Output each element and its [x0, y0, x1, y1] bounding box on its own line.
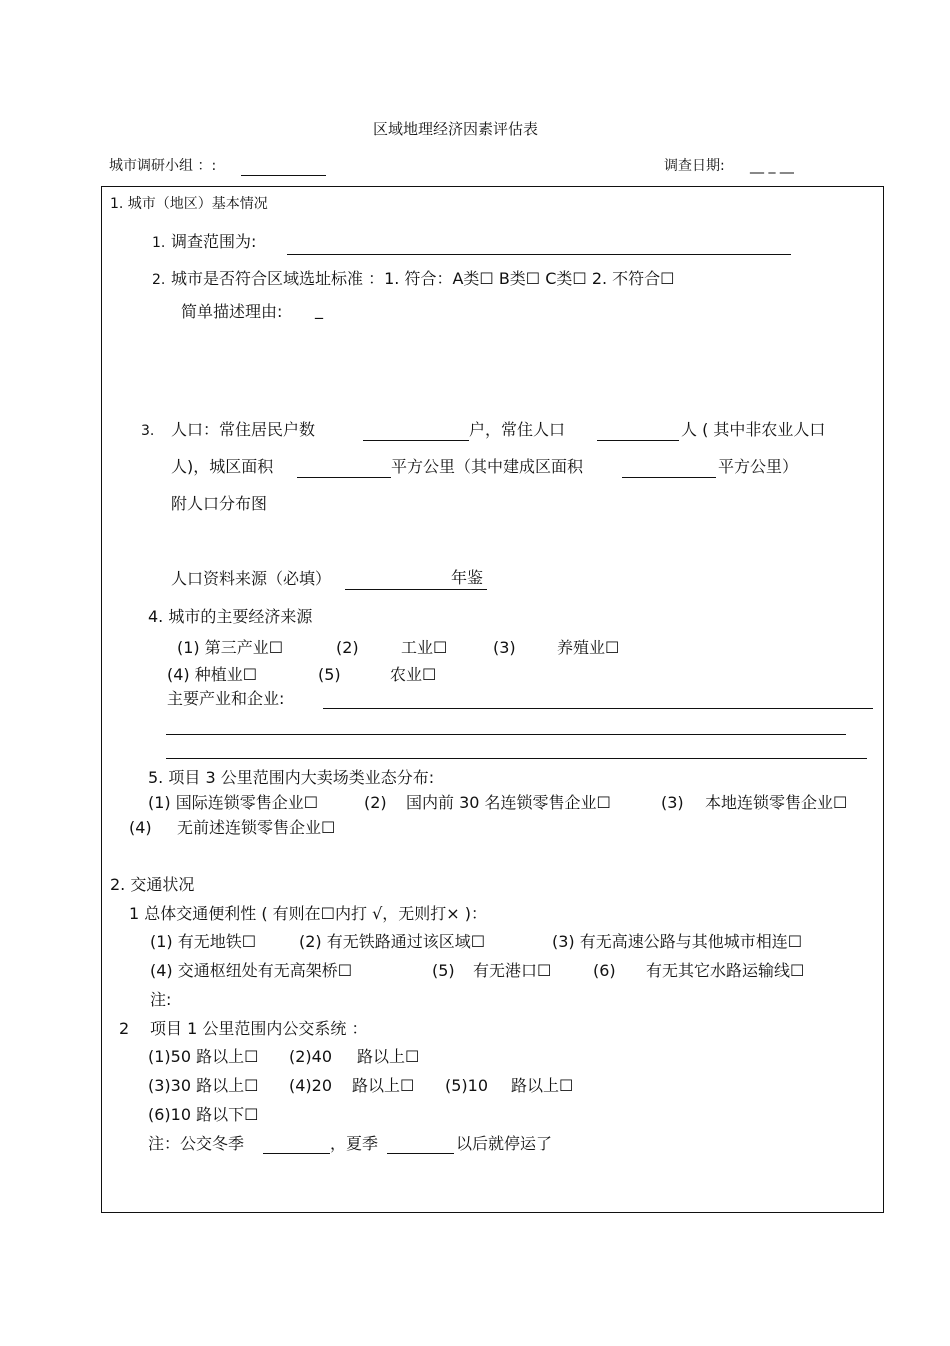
- bus-winter-time-field[interactable]: [263, 1153, 330, 1154]
- section1-heading: 1. 城市（地区）基本情况: [110, 196, 268, 212]
- bus-option-10-plus[interactable]: 路以上☐: [511, 1076, 574, 1095]
- retail-option-none[interactable]: 无前述连锁零售企业☐: [177, 818, 336, 837]
- main-industry-label: 主要产业和企业:: [167, 689, 285, 708]
- traffic-option-subway[interactable]: (1) 有无地铁☐: [150, 932, 257, 951]
- traffic-option6-number: (6): [593, 961, 616, 980]
- bus-note-suffix: 以后就停运了: [456, 1134, 553, 1153]
- q3-number: 3.: [141, 423, 155, 439]
- population-field[interactable]: [597, 440, 679, 441]
- reason-label: 简单描述理由:: [181, 302, 283, 321]
- retail-option-international[interactable]: (1) 国际连锁零售企业☐: [148, 793, 319, 812]
- hypermarket-heading: 5. 项目 3 公里范围内大卖场类业态分布:: [148, 768, 435, 787]
- retail-option3-number: (3): [661, 793, 684, 812]
- survey-scope-label: 调查范围为:: [171, 232, 257, 251]
- economy-option2-number: (2): [336, 638, 359, 657]
- survey-date-label: 调查日期:: [664, 158, 725, 174]
- traffic-option-overpass[interactable]: (4) 交通枢纽处有无高架桥☐: [150, 961, 353, 980]
- retail-option4-number: (4): [129, 818, 152, 837]
- economy-heading: 4. 城市的主要经济来源: [148, 607, 313, 626]
- population-source-label: 人口资料来源（必填）: [171, 569, 332, 588]
- form-title: 区域地理经济因素评估表: [373, 120, 539, 138]
- bus-option-20-plus[interactable]: 路以上☐: [352, 1076, 415, 1095]
- traffic-option-railway[interactable]: (2) 有无铁路通过该区域☐: [299, 932, 486, 951]
- research-team-label: 城市调研小组 ：:: [109, 158, 217, 174]
- sq-km-unit: 平方公里）: [718, 457, 799, 476]
- reason-field[interactable]: _: [315, 300, 323, 319]
- traffic-convenience-heading: 1 总体交通便利性 ( 有则在☐内打 √，无则打× )：: [129, 904, 488, 923]
- economy-option-industry[interactable]: 工业☐: [401, 638, 448, 657]
- q1-number: 1.: [152, 235, 166, 251]
- main-industry-field-3[interactable]: [166, 758, 867, 759]
- retail-option2-number: (2): [364, 793, 387, 812]
- nonagri-population-label: 人 ( 其中非农业人口: [681, 420, 826, 439]
- economy-option-planting[interactable]: (4) 种植业☐: [167, 665, 258, 684]
- survey-date-value[interactable]: __ _ __: [750, 158, 794, 174]
- traffic-note-label: 注:: [150, 990, 172, 1009]
- households-label: 人口：常住居民户数: [171, 420, 316, 439]
- traffic-option-port[interactable]: 有无港口☐: [473, 961, 552, 980]
- traffic-option-waterway[interactable]: 有无其它水路运输线☐: [646, 961, 805, 980]
- households-field[interactable]: [363, 440, 469, 441]
- main-industry-field-1[interactable]: [323, 708, 873, 709]
- bus-note-summer-label: ，夏季: [330, 1134, 379, 1153]
- built-area-label: 平方公里（其中建成区面积: [391, 457, 584, 476]
- economy-option-tertiary[interactable]: (1) 第三产业☐: [177, 638, 284, 657]
- bus-option-30-plus[interactable]: (3)30 路以上☐: [148, 1076, 259, 1095]
- section2-heading: 2. 交通状况: [110, 875, 195, 894]
- site-standard-question: 城市是否符合区域选址标准 ：1. 符合：A类☐ B类☐ C类☐ 2. 不符合☐: [171, 269, 675, 288]
- bus-option-under-10[interactable]: (6)10 路以下☐: [148, 1105, 259, 1124]
- economy-option-breeding[interactable]: 养殖业☐: [557, 638, 620, 657]
- built-area-field[interactable]: [622, 477, 716, 478]
- economy-option-agriculture[interactable]: 农业☐: [390, 665, 437, 684]
- retail-option-domestic-top30[interactable]: 国内前 30 名连锁零售企业☐: [406, 793, 611, 812]
- bus-option5-number: (5)10: [445, 1076, 489, 1095]
- bus-option-40-plus[interactable]: 路以上☐: [357, 1047, 420, 1066]
- bus-question-number: 2: [119, 1019, 130, 1038]
- bus-option-50-plus[interactable]: (1)50 路以上☐: [148, 1047, 259, 1066]
- economy-option3-number: (3): [493, 638, 516, 657]
- survey-scope-field[interactable]: [287, 254, 791, 255]
- retail-option-local[interactable]: 本地连锁零售企业☐: [705, 793, 848, 812]
- population-source-field[interactable]: [345, 589, 487, 590]
- bus-summer-time-field[interactable]: [387, 1153, 454, 1154]
- main-industry-field-2[interactable]: [166, 734, 846, 735]
- bus-option2-number: (2)40: [289, 1047, 333, 1066]
- bus-option4-number: (4)20: [289, 1076, 333, 1095]
- traffic-option-highway[interactable]: (3) 有无高速公路与其他城市相连☐: [552, 932, 803, 951]
- population-map-label: 附人口分布图: [171, 494, 268, 513]
- economy-option5-number: (5): [318, 665, 341, 684]
- bus-note-winter-label: 注：公交冬季: [148, 1134, 245, 1153]
- bus-system-heading: 项目 1 公里范围内公交系统 ：: [150, 1019, 368, 1038]
- traffic-option5-number: (5): [432, 961, 455, 980]
- population-label: 户，常住人口: [469, 420, 566, 439]
- research-team-field[interactable]: [241, 175, 326, 176]
- yearbook-suffix: 年鉴: [451, 568, 484, 587]
- q2-number: 2.: [152, 272, 166, 288]
- urban-area-label: 人)，城区面积: [171, 457, 274, 476]
- urban-area-field[interactable]: [297, 477, 391, 478]
